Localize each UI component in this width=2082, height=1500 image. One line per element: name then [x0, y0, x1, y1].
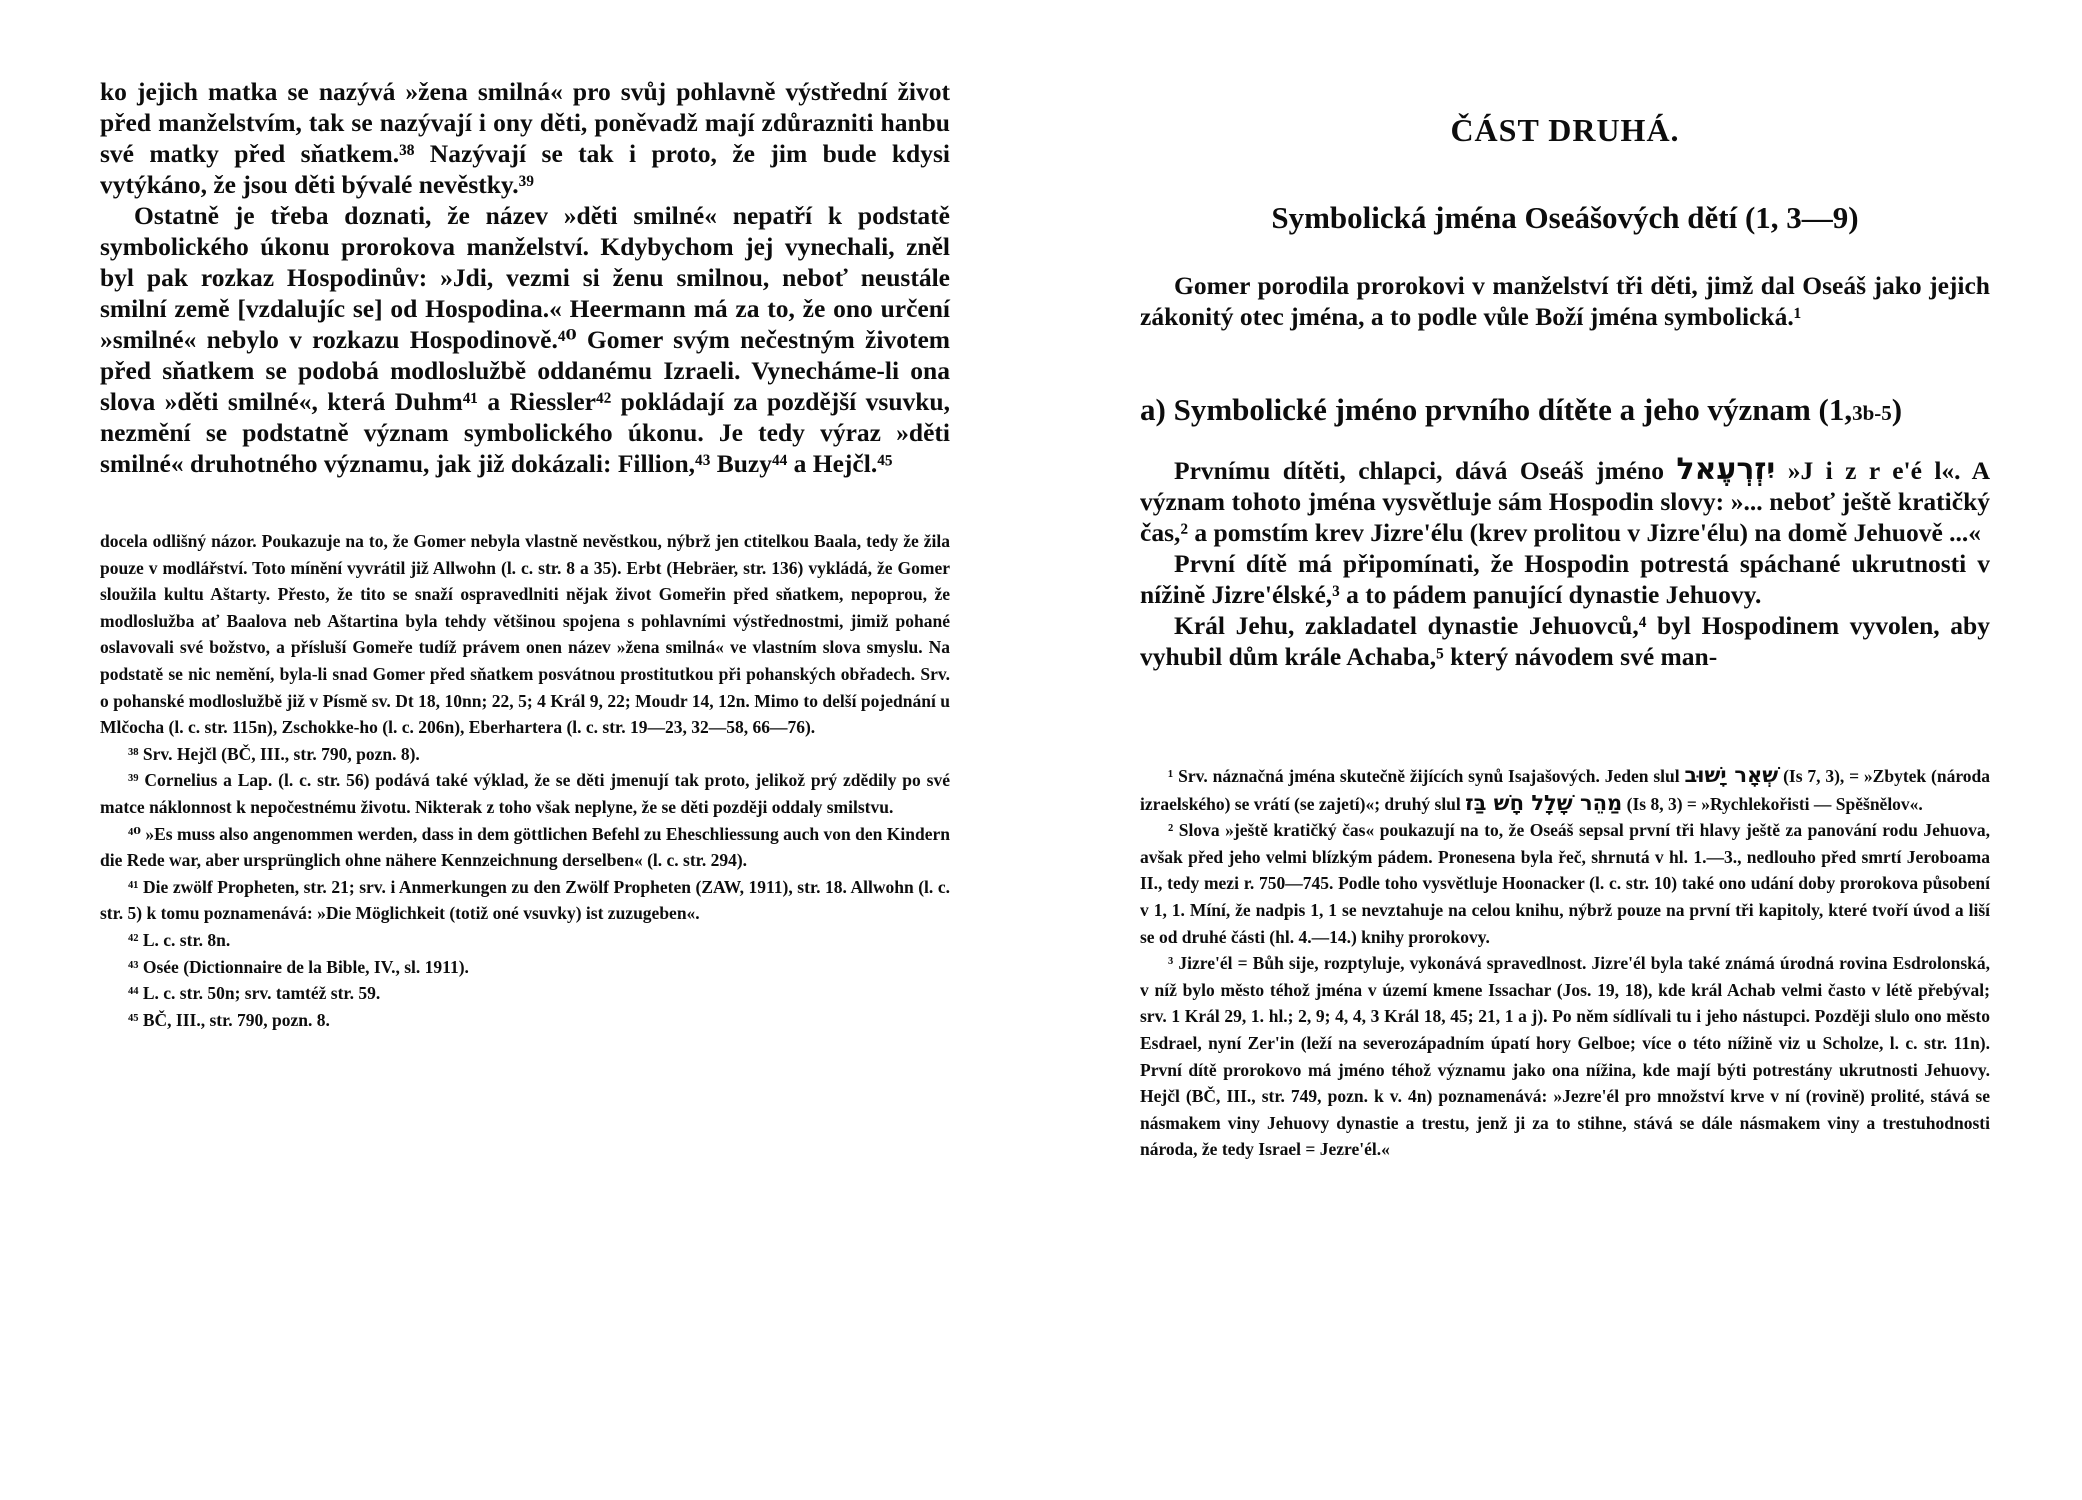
- left-page: [100, 0, 950, 1500]
- footnote: ⁴² L. c. str. 8n.: [128, 929, 231, 950]
- footnote: ⁴⁴ L. c. str. 50n; srv. tamtéž str. 59.: [128, 983, 381, 1004]
- footnote-3: ³ Jizre'él = Bůh sije, rozptyluje, vykonává spravedlnost. Jizre'él byla také známá úrodná rovina Esdrolonská, v níž bylo město téhož jména v území kmene Issachar (Jos. 19, 18), kde král Achab velmi často v létě přebýval; srv. 1 Král 29, 1. hl.; 2, 9; 4, 4, 3 Král 18, 45; 21, 1 a j). Po něm sídlívali tu i jeho nástupci. Později slulo ono město Esdrael, nyní Zer'in (leží na severozápadním úpatí hory Gelboe; více o této nížině viz u Scholze, l. c. str. 11n). První dítě prorokovo má jméno téhož významu jako ona nížina, kde mají býti potrestány ukrutnosti Jehuovy. Hejčl (BČ, III., str. 749, pozn. k v. 4n) poznamenává: »Jezre'él pro množství krve v ní (rovině) prolité, stává se násmakem viny Jehuovy dynastie a trestu, jenž ji za to stihne, stává se dále násmakem viny a trestuhodnosti národa, že tedy Israel = Jezre'él.«: [1140, 953, 1990, 1160]
- footnote: ³⁹ Cornelius a Lap. (l. c. str. 56) podává také výklad, že se děti jmenují tak proto, jelikož prý zdědily po své matce náklonnost k nepočestnému životu. Nikterak z toho však neplyne, že se děti později oddaly smilstvu.: [100, 770, 950, 817]
- footnote-2: ² Slova »ještě kratičký čas« poukazují na to, že Oseáš sepsal první tři hlavy ještě za panování rodu Jehuova, avšak před jeho velmi blízkým pádem. Pronesena byla řeč, shrnutá v hl. 1.—3., nedlouho před smrtí Jeroboama II., tedy mezi r. 750—745. Podle toho vysvětluje Hoonacker (l. c. str. 10) také ono udání doby prorokova působení v 1, 1. Míní, že nadpis 1, 1 se nevztahuje na celou knihu, nýbrž pouze na první tři kapitoly, které tvoří úvod a liší se od druhé části (hl. 4.—14.) knihy prorokovy.: [1140, 820, 1990, 947]
- chapter-title: Symbolická jména Oseášových dětí: [1271, 200, 1738, 235]
- para1-before-hebrew: Prvnímu dítěti, chlapci, dává Oseáš jméno: [1174, 456, 1664, 485]
- section-ref-open: (1,: [1818, 392, 1853, 427]
- footnote: ⁴³ Osée (Dictionnaire de la Bible, IV., sl. 1911).: [128, 956, 469, 977]
- left-footnotes: [100, 528, 950, 1033]
- fn1-part2: (Is 7, 3), = »Zbytek (národa izraelského) se vrátí (se zajetí)«; druhý slul: [1140, 766, 1991, 814]
- footnote: ⁴¹ Die zwölf Propheten, str. 21; srv. i Anmerkungen zu den Zwölf Propheten (ZAW, 1911), str. 18. Allwohn (l. c. str. 5) k tomu poznamenává: »Die Möglichkeit (totiž oné vsuvky) ist zuzugeben«.: [100, 876, 950, 924]
- right-paragraph-3: Král Jehu, zakladatel dynastie Jehuovců,⁴ byl Hospodinem vyvolen, aby vyhubil dům krále Achaba,⁵ který návodem své man-: [1140, 611, 1990, 671]
- footnote: ⁴⁵ BČ, III., str. 790, pozn. 8.: [128, 1009, 330, 1030]
- para1-after-hebrew: »J i z r e'é l«.: [1787, 456, 1961, 485]
- right-paragraph-1: [1140, 454, 1990, 548]
- footnote-1: [1140, 762, 1990, 817]
- right-intro: [1140, 270, 1990, 332]
- left-paragraph: Ostatně je třeba doznati, že název »děti smilné« nepatří k podstatě symbolického úkonu prorokova manželství. Kdybychom jej vynechali, zněl byl pak rozkaz Hospodinův: »Jdi, vezmi si ženu smilnou, neboť neustále smilní země [vzdalujíc se] od Hospodina.« Heermann má za to, že ono určení »smilné« nebylo v rozkazu Hospodinově.⁴⁰ Gomer svým nečestným životem před sňatkem se podobá modloslužbě oddanému Izraeli. Vynecháme-li ona slova »děti smilné«, která Duhm⁴¹ a Riessler⁴² pokládají za pozdější vsuvku, nezmění se podstatně význam symbolického úkonu. Je tedy výraz »děti smilné« druhotného významu, jak již dokázali: Fillion,⁴³ Buzy⁴⁴ a Hejčl.⁴⁵: [100, 201, 950, 478]
- section-ref-verses: 3b-5: [1852, 401, 1892, 425]
- section-ref-close: ): [1891, 392, 1903, 427]
- hebrew-maher-shalal: מַהֵר שָׁלָל חָשׁ בַּז: [1465, 790, 1623, 815]
- fn1-part1: ¹ Srv. náznačná jména skutečně žijících synů Isajašových. Jeden slul: [1168, 766, 1680, 786]
- section-title: a) Symbolické jméno prvního dítěte a jeho význam: [1140, 392, 1811, 427]
- chapter-heading: [1140, 200, 1990, 236]
- footnote: ³⁸ Srv. Hejčl (BČ, III., str. 790, pozn. 8).: [128, 743, 420, 764]
- footnote-continuation: docela odlišný názor. Poukazuje na to, že Gomer nebyla vlastně nevěstkou, nýbrž jen ctitelkou Baala, tedy že žila pouze v modlářství. Toto mínění vyvrátil již Allwohn (l. c. str. 8 a 35). Erbt (Hebräer, str. 136) vykládá, že Gomer sloužila kultu Aštarty. Přesto, že tito se snaží ospravedlniti nějak život Gomeřin před sňatkem, nepoprou, že modloslužba ať Baalova neb Aštartina byla tehdy většinou spojena s pohlavními výstřednostmi, jimiž pohané oslavovali své božstvo, a přísluší Gomeře tudíž právem onen název »žena smilná« ve vlastním slova smyslu. Na podstatě se nic nemění, byla-li snad Gomer před sňatkem posvátnou prostitutkou při pohanských obřadech. Srv. o pohanské modloslužbě již v Písmě sv. Dt 18, 10nn; 22, 5; 4 Král 9, 22; Moudr 14, 12n. Mimo to delší pojednání u Mlčocha (l. c. str. 115n), Zschokke-ho (l. c. 206n), Eberhartera (l. c. str. 19—23, 32—58, 66—76).: [100, 531, 950, 738]
- left-paragraph: ko jejich matka se nazývá »žena smilná« pro svůj pohlavně výstřední život před manželstvím, tak se nazývají i ony děti, poněvadž mají zdůrazniti hanbu své matky před sňatkem.³⁸ Nazývají se tak i proto, že jim bude kdysi vytýkáno, že jsou děti bývalé nevěstky.³⁹: [100, 77, 950, 199]
- hebrew-name-jizreel: יִזְרְעֶאל: [1676, 452, 1776, 487]
- right-body: [1140, 454, 1990, 672]
- intro-text: Gomer porodila prorokovi v manželství tři děti, jimž dal Oseáš jako jejich zákonitý otec jména, a to podle vůle Boží jména symbolická.¹: [1140, 271, 1990, 331]
- fn1-part3: (Is 8, 3) = »Rychlekořisti — Spěšnělov«.: [1626, 793, 1923, 814]
- right-page: [1140, 0, 1990, 1500]
- section-heading: [1140, 392, 1990, 428]
- chapter-reference: (1, 3—9): [1744, 200, 1859, 235]
- left-body: [100, 76, 950, 479]
- para1-rest: A význam tohoto jména vysvětluje sám Hospodin slovy: »... neboť ještě kratičký čas,² a pomstím krev Jizre'élu (krev prolitou v Jizre'élu) na domě Jehuově ...«: [1140, 456, 1991, 547]
- intro-paragraph: [1140, 270, 1990, 332]
- part-heading: ČÁST DRUHÁ.: [1450, 112, 1680, 148]
- right-paragraph-2: První dítě má připomínati, že Hospodin potrestá spáchané ukrutnosti v nížině Jizre'élské,³ a to pádem panující dynastie Jehuovy.: [1140, 549, 1990, 609]
- right-footnotes: [1140, 762, 1990, 1163]
- hebrew-shear-jashub: שְׁאָר יָשׁוּב: [1684, 763, 1779, 787]
- footnote: ⁴⁰ »Es muss also angenommen werden, dass in dem göttlichen Befehl zu Eheschliessung auch von den Kindern die Rede war, aber ursprünglich ohne nähere Kennzeichnung derselben« (l. c. str. 294).: [100, 823, 950, 871]
